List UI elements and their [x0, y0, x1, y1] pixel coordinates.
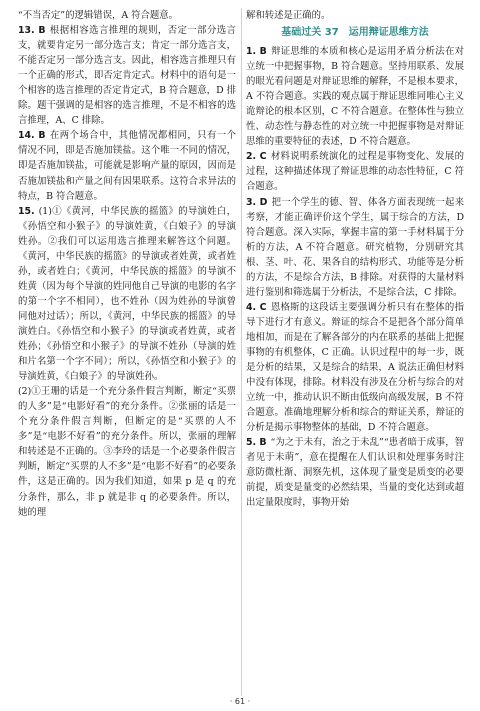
question-number: 14. B: [18, 130, 46, 142]
page-number: · 61 ·: [229, 697, 251, 706]
paragraph: “不当否定”的逻辑错误，A 符合题意。: [18, 10, 178, 21]
answer-text: 恩格斯的这段话主要强调分析只有在整体的指导下进行才有意义。辩证的综合不是把各个部分简单地相加，而是在了解各部分的内在联系的基础上把握事物的有机整体，C 正确。认识过程中的每一步，既是分析的结果，又是综合的结果，A 说法正确但材料中没有体现，排除。材料没有涉及在分析与综合的对立统一中，推动认识不断由低级向高级发展，B 不符合题意。准确地理解分析和综合的辩证关系，辩证的分析是揭示事物整体的基础，D 不符合题意。: [246, 301, 464, 434]
answer-text: 把一个学生的德、智、体各方面表现统一起来考察，才能正确评价这个学生，属于综合的方法，D 符合题意。深入实际，掌握丰富的第一手材料属于分析的方法，A 不符合题意。研究植物，分别研究其根、茎、叶、花、果各自的结构形式、功能等是分析的方法，不是综合方法，B 排除。对获得的大量材料进行鉴别和筛选属于分析法，不是综合法，C 排除。: [246, 196, 464, 298]
answer-14: [18, 128, 236, 203]
paragraph: 解和转述是正确的。: [246, 10, 331, 21]
question-number: 5. B: [246, 437, 267, 449]
answer-1: [246, 44, 464, 149]
answer-4: [246, 300, 464, 435]
answer-text: 材料说明系统演化的过程是事物变化、发展的过程，这种描述体现了辩证思维的动态性特征，C 符合题意。: [246, 151, 464, 193]
right-column: [246, 8, 464, 696]
section-title: 基础过关 37 运用辩证思维方法: [281, 27, 429, 39]
answer-text: (1)①《黄河，中华民族的摇篮》的导演姓白，《孙悟空和小猴子》的导演姓黄，《白娘子》的导演姓孙。②我们可以运用选言推理来解答这个问题。《黄河，中华民族的摇篮》的导演或者姓黄，或者姓孙，或者姓白；《黄河，中华民族的摇篮》的导演不姓黄（因为每个导演的姓同他自己导演的电影的名字的第一个字不相同），也不姓孙（因为姓孙的导演曾同他对过话）；所以，《黄河，中华民族的摇篮》的导演姓白。《孙悟空和小猴子》的导演或者姓黄，或者姓孙；《孙悟空和小猴子》的导演不姓孙（导演的姓和片名第一个字不同）；所以，《孙悟空和小猴子》的导演姓黄，《白娘子》的导演姓孙。: [18, 205, 236, 383]
answer-13: [18, 23, 236, 128]
answer-5: [246, 435, 464, 510]
answer-text: 根据相容选言推理的规则，否定一部分选言支，就要肯定另一部分选言支；肯定一部分选言支，不能否定另一部分选言支。因此，相容选言推理只有一个正确的形式，即否定肯定式。材料中的语句是一个相容的选言推理的否定肯定式，B 符合题意，D 排除。题干强调的是相容的选言推理，不是不相容的选言推理，A、C 排除。: [18, 25, 236, 127]
question-number: 13. B: [18, 25, 46, 37]
answer-text: “为之于未有，治之于未乱”“患者暗于成事，智者见于未萌”，意在提醒在人们认识和处理事务时注意防微杜渐、洞察先机，这体现了量变是质变的必要前提，质变是量变的必然结果，当量的变化达到或超出定量限度时，事物开始: [246, 437, 464, 509]
answer-15-part2: (2)①王珊的话是一个充分条件假言判断，断定“买票的人多”是“电影好看”的充分条件。②张丽的话是一个充分条件假言判断，但断定的是“买票的人不多”是“电影不好看”的充分条件。所以，张丽的理解和转述是不正确的。③李玲的话是一个必要条件假言判断，断定“买票的人不多”是“电影不好看”的必要条件，这是正确的。因为我们知道，如果 p 是 q 的充分条件，那么，非 p 就是非 q 的必要条件。所以，她的理: [18, 386, 236, 518]
answer-text: 辩证思维的本质和核心是运用矛盾分析法在对立统一中把握事物，B 符合题意。坚持用联系、发展的眼光看问题是对辩证思维的解释，不是根本要求，A 不符合题意。实践的观点属于辩证思维同唯心主义诡辩论的根本区别，C 不符合题意。在整体性与独立性、动态性与静态性的对立统一中把握事物是对辩证思维的重要特征的表述，D 不符合题意。: [246, 46, 464, 148]
question-number: 4. C: [246, 301, 267, 313]
question-number: 1. B: [246, 46, 267, 58]
question-number: 2. C: [246, 151, 267, 163]
question-number: 3. D: [246, 196, 268, 208]
answer-15: [18, 204, 236, 385]
column-divider: [241, 8, 242, 696]
left-column: [18, 8, 236, 696]
page-content: [18, 8, 464, 696]
answer-text: 在两个场合中，其他情况都相同，只有一个情况不同，即是否施加镁盐。这个唯一不同的情况，即是否施加镁盐，可能就是影响产量的原因，因而是否施加镁盐和产量之间有因果联系。这符合求异法的特点，B 符合题意。: [18, 130, 236, 202]
question-number: 15.: [18, 205, 35, 217]
answer-2: [246, 149, 464, 194]
answer-3: [246, 195, 464, 300]
